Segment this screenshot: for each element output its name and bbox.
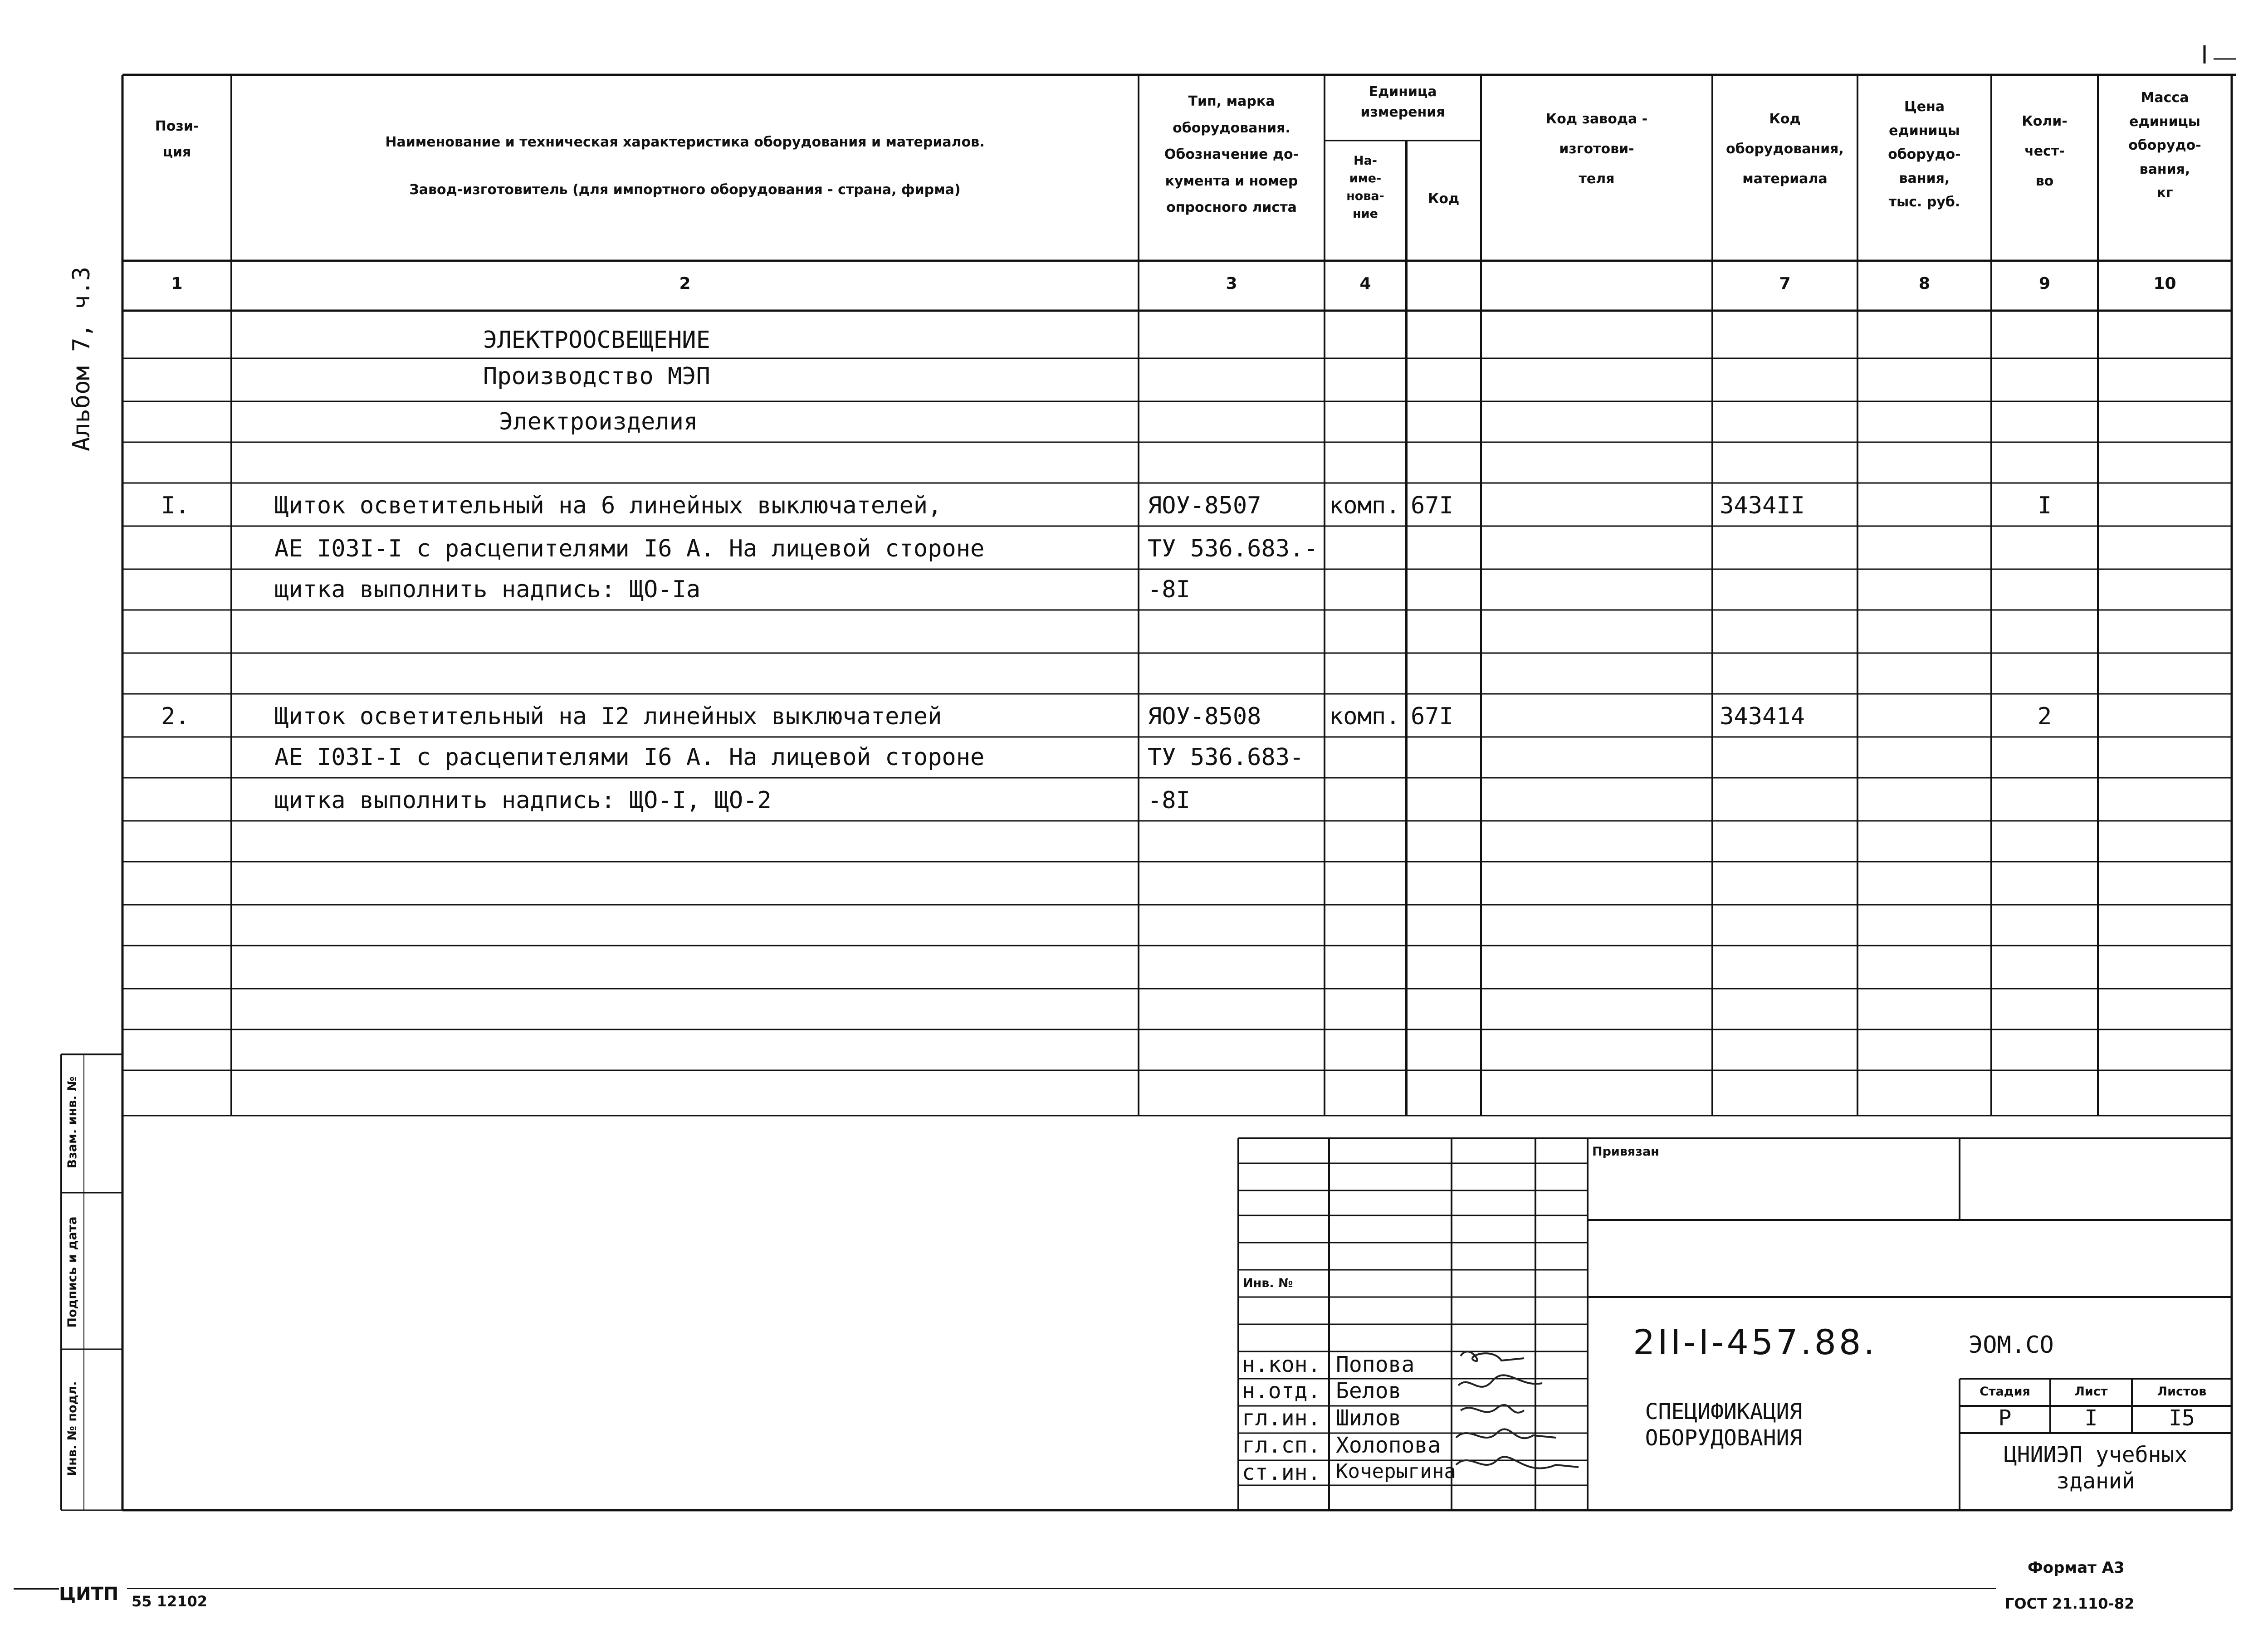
- album-label: Альбом 7, ч.3: [68, 267, 95, 451]
- item-1-line-2: АЕ I03I-I с расцепителями I6 А. На лицевой стороне: [274, 535, 985, 562]
- gost-label: ГОСТ 21.110-82: [2005, 1595, 2135, 1612]
- stage-label: Стадия: [1980, 1385, 2030, 1399]
- organization: ЦНИИЭП учебных зданий: [2004, 1442, 2188, 1494]
- format-label: Формат А3: [2028, 1559, 2125, 1577]
- item-2-unit: комп.: [1329, 703, 1400, 730]
- item-2-unit-code: 67I: [1411, 703, 1453, 730]
- stamp-inv-label: Инв. № подл.: [65, 1381, 79, 1476]
- section-title: ЭЛЕКТРООСВЕЩЕНИЕ: [483, 327, 710, 354]
- bottom-left-label: ЦИТП: [59, 1584, 119, 1605]
- role-5-name: Кочерыгина: [1336, 1460, 1456, 1483]
- col-num-3: 3: [1226, 274, 1237, 293]
- col-num-2: 2: [679, 274, 691, 293]
- item-1-equipment-code: 3434II: [1720, 492, 1805, 519]
- header-equipment-code: Код оборудования, материала: [1726, 111, 1844, 187]
- header-type: Тип, марка оборудования. Обозначение до- кумента и номер опросного листа: [1164, 93, 1299, 215]
- item-1-line-1: Щиток осветительный на 6 линейных выключателей,: [274, 492, 942, 519]
- col-num-4: 4: [1359, 274, 1371, 293]
- role-1: н.кон.: [1242, 1352, 1321, 1377]
- col-num-1: 1: [171, 274, 183, 293]
- item-1-type-1: ЯОУ-8507: [1148, 492, 1261, 519]
- role-4-name: Холопова: [1336, 1433, 1441, 1458]
- doc-suffix: ЭОМ.СО: [1969, 1332, 2054, 1359]
- stage-value: Р: [1998, 1405, 2012, 1431]
- role-2-name: Белов: [1336, 1378, 1402, 1404]
- role-4: гл.сп.: [1242, 1433, 1321, 1458]
- item-1-type-3: -8I: [1148, 576, 1190, 603]
- item-1-line-3: щитка выполнить надпись: ЩО-Iа: [274, 576, 701, 603]
- col-num-10: 10: [2153, 274, 2176, 293]
- item-1-quantity: I: [2037, 492, 2052, 519]
- sheet-label: Лист: [2074, 1385, 2108, 1399]
- item-2-type-1: ЯОУ-8508: [1148, 703, 1261, 730]
- header-mass: Масса единицы оборудо- вания, кг: [2128, 90, 2201, 201]
- inv-label: Инв. №: [1243, 1276, 1293, 1290]
- item-2-line-1: Щиток осветительный на I2 линейных выключателей: [274, 703, 942, 730]
- item-2-line-2: АЕ I03I-I с расцепителями I6 А. На лицевой стороне: [274, 744, 985, 771]
- signatures: [1452, 1342, 1588, 1506]
- item-2-quantity: 2: [2037, 703, 2052, 730]
- item-1-pos: I.: [161, 492, 190, 519]
- item-2-equipment-code: 343414: [1720, 703, 1805, 730]
- item-1-unit-code: 67I: [1411, 492, 1453, 519]
- attached-label: Привязан: [1592, 1145, 1659, 1159]
- item-1-type-2: ТУ 536.683.-: [1148, 535, 1318, 562]
- stamp-replace-label: Взам. инв. №: [65, 1076, 79, 1169]
- role-3-name: Шилов: [1336, 1405, 1402, 1431]
- item-2-type-3: -8I: [1148, 787, 1190, 814]
- item-2-line-3: щитка выполнить надпись: ЩО-I, ЩО-2: [274, 787, 772, 814]
- header-factory-code: Код завода - изготови- теля: [1545, 111, 1648, 187]
- header-name-line1: Наименование и техническая характеристика оборудования и материалов.: [385, 134, 985, 150]
- col-num-9: 9: [2038, 274, 2051, 293]
- item-2-pos: 2.: [161, 703, 190, 730]
- section-subtitle: Производство МЭП: [483, 363, 710, 390]
- doc-number: 2II-I-457.88.: [1633, 1322, 1877, 1362]
- header-unit-code: Код: [1427, 191, 1460, 207]
- header-unit-name: На- име- нова- ние: [1346, 154, 1384, 221]
- header-name-line2: Завод-изготовитель (для импортного оборудования - страна, фирма): [409, 182, 961, 198]
- role-3: гл.ин.: [1242, 1405, 1321, 1431]
- role-5: ст.ин.: [1242, 1460, 1321, 1485]
- bottom-rule: [0, 1585, 2268, 1594]
- header-quantity: Коли- чест- во: [2022, 113, 2068, 189]
- doc-title: СПЕЦИФИКАЦИЯ ОБОРУДОВАНИЯ: [1645, 1399, 1803, 1451]
- col-num-8: 8: [1918, 274, 1931, 293]
- role-1-name: Попова: [1336, 1352, 1415, 1377]
- stamp-sign-label: Подпись и дата: [65, 1216, 79, 1328]
- section-group: Электроизделия: [499, 408, 698, 435]
- item-2-type-2: ТУ 536.683-: [1148, 744, 1304, 771]
- header-unit-group: Единица измерения: [1360, 84, 1445, 120]
- sheet-value: I: [2084, 1405, 2098, 1431]
- header-price: Цена единицы оборудо- вания, тыс. руб.: [1888, 99, 1961, 210]
- header-position: Пози- ция: [155, 118, 199, 160]
- col-num-7: 7: [1779, 274, 1791, 293]
- sheets-label: Листов: [2157, 1385, 2207, 1399]
- sheets-value: I5: [2169, 1405, 2195, 1431]
- item-1-unit: комп.: [1329, 492, 1400, 519]
- role-2: н.отд.: [1242, 1378, 1321, 1404]
- bottom-code: 55 12102: [132, 1593, 207, 1610]
